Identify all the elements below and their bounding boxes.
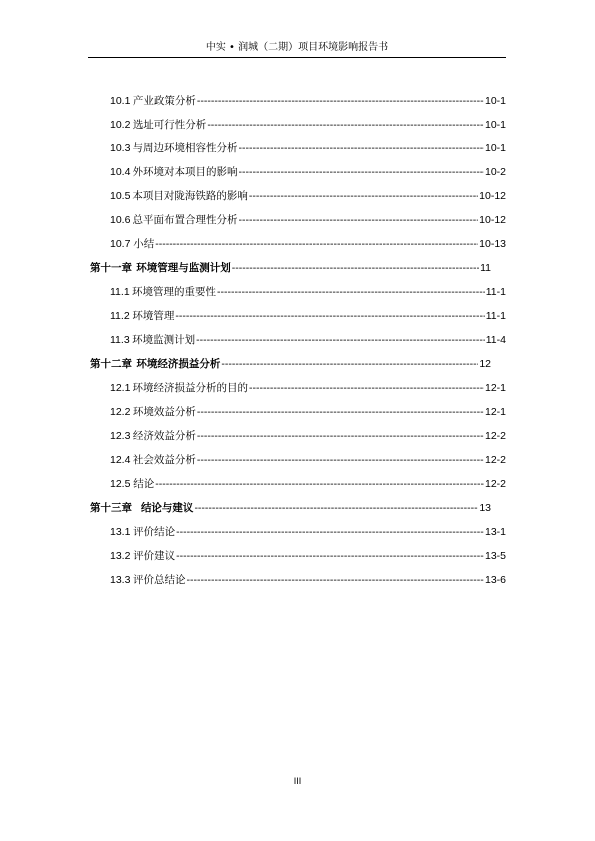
- toc-entry[interactable]: [110, 572, 506, 588]
- toc-entry-leader: [217, 284, 485, 300]
- toc-entry-title: 小结: [133, 238, 155, 250]
- toc-entry[interactable]: [110, 212, 506, 228]
- toc-entry-title: 社会效益分析: [132, 454, 196, 466]
- toc-entry-page: 13-1: [484, 526, 506, 538]
- toc-entry[interactable]: [110, 524, 506, 540]
- toc-entry-page: 10-12: [479, 190, 506, 202]
- toc-entry-page: 12-2: [484, 454, 506, 466]
- toc-entry-leader: [239, 212, 479, 228]
- toc-entry-page: 12-1: [484, 406, 506, 418]
- toc-chapter-entry[interactable]: [90, 500, 491, 516]
- toc-entry-title: 环境管理: [132, 310, 175, 322]
- toc-entry-title: 产业政策分析: [132, 95, 196, 107]
- toc-entry-title: 本项目对陇海铁路的影响: [132, 190, 248, 202]
- toc-entry-leader: [155, 476, 484, 492]
- toc-entry-leader: [221, 356, 478, 372]
- toc-entry-title: 环境监测计划: [132, 334, 196, 346]
- toc-entry[interactable]: [110, 188, 506, 204]
- toc-entry-number: 12.3: [110, 430, 131, 442]
- toc-entry[interactable]: [110, 452, 506, 468]
- toc-entry-number: 13.2: [110, 550, 131, 562]
- toc-chapter-title: 结论与建议: [140, 502, 194, 514]
- toc-entry-leader: [175, 308, 484, 324]
- toc-entry-number: 10.2: [110, 119, 131, 131]
- toc-entry-leader: [249, 380, 484, 396]
- toc-entry-page: 11-1: [485, 310, 506, 322]
- toc-entry-title: 总平面布置合理性分析: [132, 214, 238, 226]
- toc-entry-number: 10.7: [110, 238, 131, 250]
- toc-entry-number: 11.2: [110, 310, 130, 322]
- toc-chapter-number: 第十一章: [90, 262, 132, 274]
- toc-entry[interactable]: [110, 332, 506, 348]
- toc-entry-number: 12.4: [110, 454, 131, 466]
- toc-entry-leader: [176, 548, 484, 564]
- toc-entry-leader: [232, 260, 479, 276]
- toc-entry-number: 11.1: [110, 286, 130, 298]
- toc-entry-page: 12-1: [484, 382, 506, 394]
- toc-entry[interactable]: [110, 380, 506, 396]
- toc-entry-leader: [239, 164, 484, 180]
- toc-entry-leader: [176, 524, 484, 540]
- toc-entry-title: 环境经济损益分析的目的: [132, 382, 248, 394]
- toc-entry-leader: [196, 332, 485, 348]
- toc-entry-leader: [197, 428, 484, 444]
- toc-entry-page: 10-12: [479, 214, 506, 226]
- toc-entry-number: 12.2: [110, 406, 131, 418]
- toc-entry-leader: [186, 572, 484, 588]
- toc-entry[interactable]: [110, 93, 506, 109]
- toc-entry-page: 13: [479, 502, 491, 514]
- toc-chapter-number: 第十二章: [90, 358, 132, 370]
- toc-entry-title: 评价结论: [133, 526, 176, 538]
- toc-entry-page: 10-1: [484, 95, 506, 107]
- toc-entry-title: 选址可行性分析: [132, 119, 207, 131]
- toc-entry-page: 13-5: [484, 550, 506, 562]
- toc-entry[interactable]: [110, 308, 506, 324]
- toc-entry-page: 12: [479, 358, 491, 370]
- toc-entry[interactable]: [110, 548, 506, 564]
- toc-entry-number: 10.6: [110, 214, 131, 226]
- toc-entry-page: 11-1: [485, 286, 506, 298]
- toc-entry-page: 10-2: [484, 166, 506, 178]
- toc-entry-number: 11.3: [110, 334, 130, 346]
- toc-entry-number: 12.1: [110, 382, 131, 394]
- toc-entry-page: 10-1: [484, 119, 506, 131]
- toc-entry-number: 13.1: [110, 526, 131, 538]
- toc-entry-page: 10-1: [484, 142, 506, 154]
- toc-entry-page: 11-4: [485, 334, 506, 346]
- page-number: III: [293, 776, 302, 786]
- toc-entry[interactable]: [110, 404, 506, 420]
- toc-entry-title: 评价建议: [133, 550, 176, 562]
- toc-entry-leader: [207, 117, 484, 133]
- toc-chapter-entry[interactable]: [90, 260, 491, 276]
- toc-entry-leader: [249, 188, 478, 204]
- toc-chapter-title: 环境管理与监测计划: [136, 262, 231, 274]
- toc-chapter-number: 第十三章: [90, 502, 132, 514]
- toc-entry-number: 10.4: [110, 166, 131, 178]
- toc-entry-title: 环境效益分析: [132, 406, 196, 418]
- toc-entry-title: 评价总结论: [132, 574, 186, 586]
- toc-entry-page: 12-2: [484, 478, 506, 490]
- toc-entry-title: 与周边环境相容性分析: [132, 142, 238, 154]
- toc-entry-title: 外环境对本项目的影响: [132, 166, 238, 178]
- toc-entry[interactable]: [110, 140, 506, 156]
- toc-entry-title: 结论: [133, 478, 155, 490]
- toc-entry-page: 13-6: [484, 574, 506, 586]
- toc-entry-leader: [197, 404, 484, 420]
- toc-entry-number: 10.3: [110, 142, 131, 154]
- toc-entry-number: 13.3: [110, 574, 131, 586]
- toc-entry-leader: [194, 500, 478, 516]
- toc-entry-page: 12-2: [484, 430, 506, 442]
- toc-entry-number: 10.1: [110, 95, 131, 107]
- toc-entry-title: 环境管理的重要性: [131, 286, 216, 298]
- toc-chapter-title: 环境经济损益分析: [136, 358, 221, 370]
- toc-entry-leader: [239, 140, 484, 156]
- toc-entry-page: 10-13: [479, 238, 506, 250]
- toc-entry[interactable]: [110, 117, 506, 133]
- toc-entry-leader: [197, 452, 484, 468]
- toc-entry[interactable]: [110, 476, 506, 492]
- header-rule: [88, 57, 506, 58]
- toc-entry-page: 11: [480, 262, 491, 274]
- toc-entry[interactable]: [110, 284, 506, 300]
- toc-entry[interactable]: [110, 428, 506, 444]
- toc-entry[interactable]: [110, 236, 506, 252]
- toc-chapter-entry[interactable]: [90, 356, 491, 372]
- toc-entry-number: 10.5: [110, 190, 131, 202]
- toc-entry-leader: [155, 236, 478, 252]
- toc-entry-leader: [197, 93, 484, 109]
- page-header: 中实 • 润城（二期）项目环境影响报告书: [205, 42, 389, 53]
- toc-entry[interactable]: [110, 164, 506, 180]
- toc-entry-title: 经济效益分析: [132, 430, 196, 442]
- toc-entry-number: 12.5: [110, 478, 131, 490]
